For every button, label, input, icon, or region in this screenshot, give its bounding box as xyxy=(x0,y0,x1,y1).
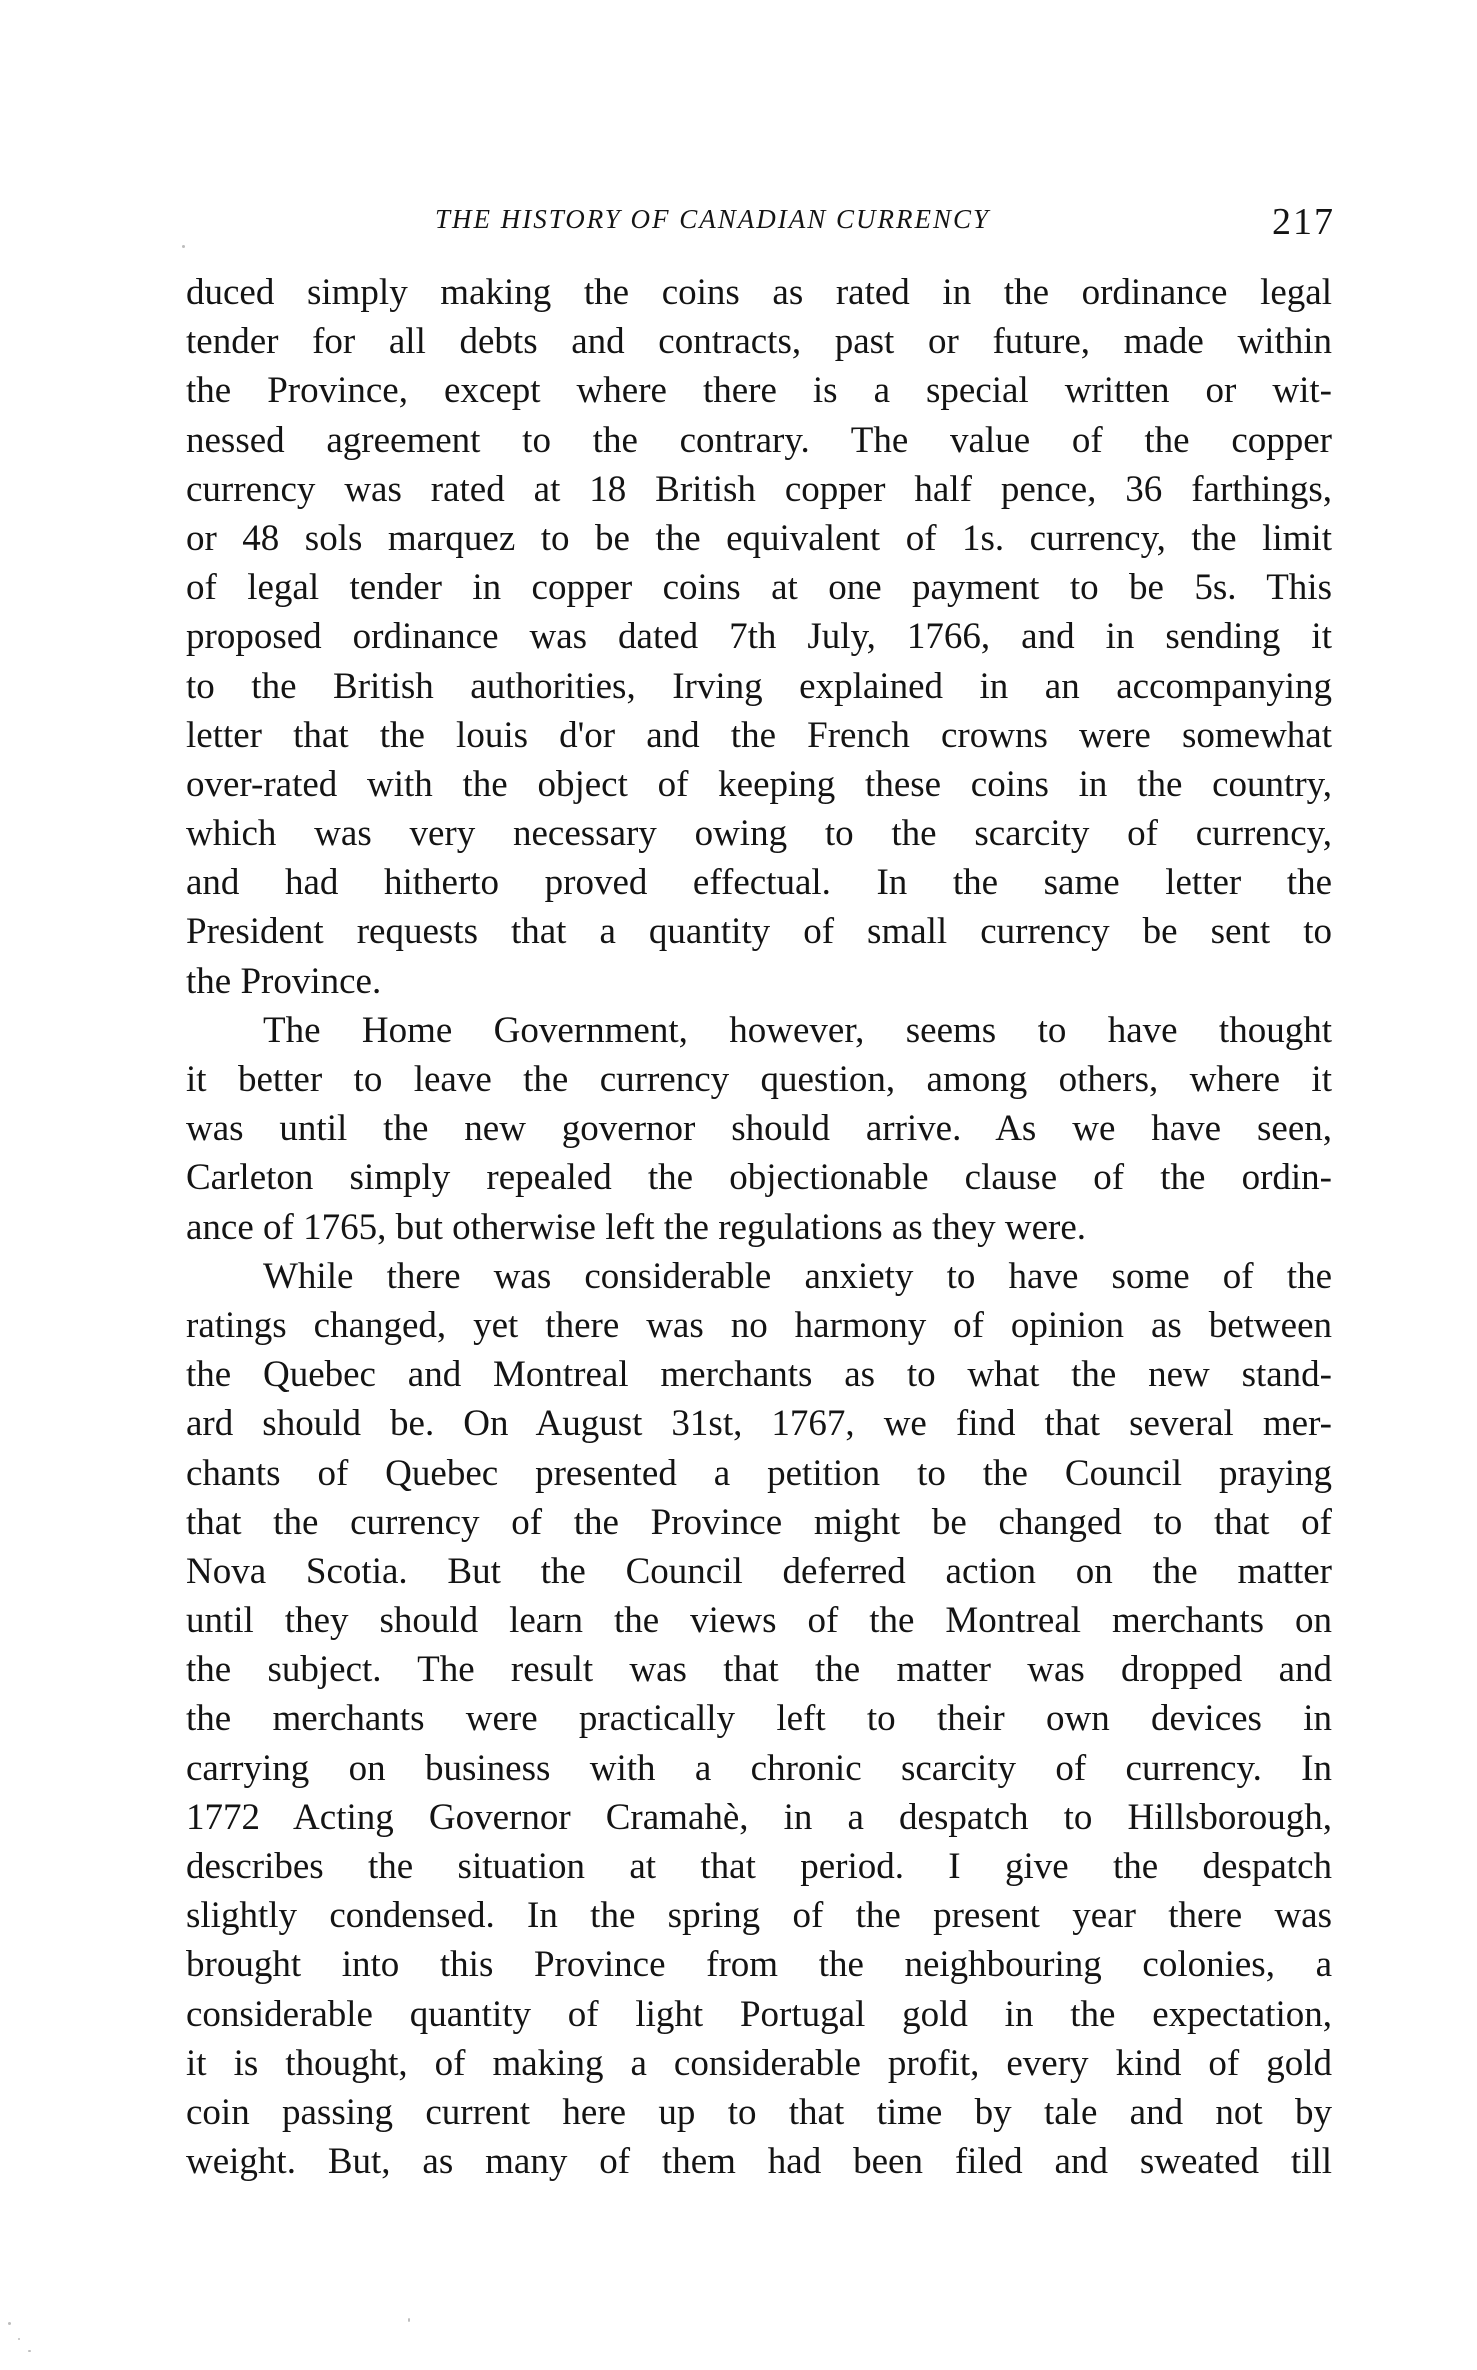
text-line: Carleton simply repealed the objectionable clause of the ordin- xyxy=(186,1157,1332,1199)
text-line: letter that the louis d'or and the French crowns were somewhat xyxy=(186,714,1332,756)
text-line: brought into this Province from the neighbouring colonies, a xyxy=(186,1944,1332,1986)
text-line: until they should learn the views of the Montreal merchants on xyxy=(186,1600,1332,1642)
text-line: the subject. The result was that the matter was dropped and xyxy=(186,1649,1332,1691)
text-line: proposed ordinance was dated 7th July, 1766, and in sending it xyxy=(186,616,1332,658)
text-line: the Quebec and Montreal merchants as to what the new stand- xyxy=(186,1354,1332,1396)
running-title: THE HISTORY OF CANADIAN CURRENCY xyxy=(435,204,991,234)
text-line: over-rated with the object of keeping these coins in the country, xyxy=(186,763,1332,805)
text-line: of legal tender in copper coins at one payment to be 5s. This xyxy=(186,567,1332,609)
paper-speck xyxy=(408,2318,410,2322)
text-line: slightly condensed. In the spring of the present year there was xyxy=(186,1895,1332,1937)
text-line: The Home Government, however, seems to have thought xyxy=(263,1009,1332,1051)
paper-speck xyxy=(8,2322,11,2325)
paper-speck xyxy=(182,245,185,248)
text-line: chants of Quebec presented a petition to the Council praying xyxy=(186,1452,1332,1494)
text-line: and had hitherto proved effectual. In the same letter the xyxy=(186,862,1332,904)
text-line: weight. But, as many of them had been filed and sweated till xyxy=(186,2141,1332,2183)
text-line: nessed agreement to the contrary. The value of the copper xyxy=(186,419,1332,461)
text-line: 1772 Acting Governor Cramahè, in a despatch to Hillsborough, xyxy=(186,1796,1332,1838)
text-line: that the currency of the Province might be changed to that of xyxy=(186,1501,1332,1543)
text-line: carrying on business with a chronic scarcity of currency. In xyxy=(186,1747,1332,1789)
page-number: 217 xyxy=(1272,201,1335,243)
text-line: ratings changed, yet there was no harmony of opinion as between xyxy=(186,1304,1332,1346)
text-line: duced simply making the coins as rated in the ordinance legal xyxy=(186,272,1332,313)
text-line: which was very necessary owing to the scarcity of currency, xyxy=(186,813,1332,855)
text-line: it is thought, of making a considerable profit, every kind of gold xyxy=(186,2042,1332,2084)
text-line: considerable quantity of light Portugal gold in the expectation, xyxy=(186,1993,1332,2035)
text-line: to the British authorities, Irving explained in an accompanying xyxy=(186,665,1332,707)
text-line: ance of 1765, but otherwise left the regulations as they were. xyxy=(186,1206,1087,1248)
text-line: currency was rated at 18 British copper half pence, 36 farthings, xyxy=(186,468,1332,510)
text-line: President requests that a quantity of small currency be sent to xyxy=(186,911,1332,953)
text-line: the Province. xyxy=(186,960,382,1002)
text-line: While there was considerable anxiety to have some of the xyxy=(263,1255,1332,1297)
paper-speck xyxy=(18,2338,20,2340)
body-text xyxy=(186,268,1332,2186)
text-line: the Province, except where there is a special written or wit- xyxy=(186,370,1332,412)
text-line: was until the new governor should arrive. As we have seen, xyxy=(186,1108,1332,1150)
text-line: Nova Scotia. But the Council deferred action on the matter xyxy=(186,1550,1332,1592)
text-line: describes the situation at that period. I give the despatch xyxy=(186,1846,1332,1887)
text-line: tender for all debts and contracts, past or future, made within xyxy=(186,321,1332,363)
text-line: it better to leave the currency question, among others, where it xyxy=(186,1059,1332,1100)
running-head xyxy=(0,198,1477,258)
paper-speck xyxy=(28,2350,31,2352)
text-line: or 48 sols marquez to be the equivalent of 1s. currency, the limit xyxy=(186,517,1332,559)
text-line: ard should be. On August 31st, 1767, we find that several mer- xyxy=(186,1403,1332,1445)
text-line: the merchants were practically left to their own devices in xyxy=(186,1698,1332,1740)
text-line: coin passing current here up to that time by tale and not by xyxy=(186,2091,1332,2133)
